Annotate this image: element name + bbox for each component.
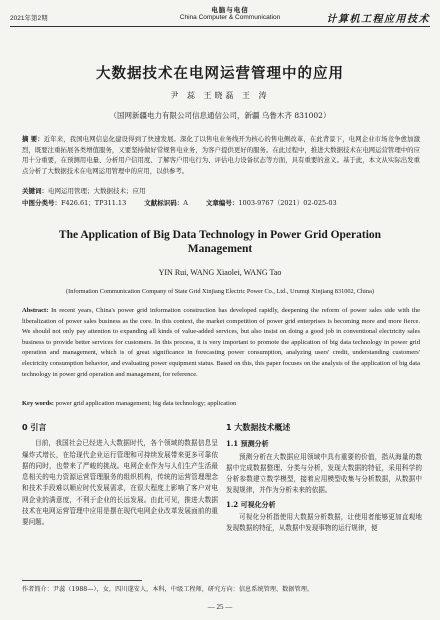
abstract-cn-label: 摘 要： <box>22 135 44 143</box>
doc-code-label: 文献标识码： <box>144 199 184 207</box>
keywords-en <box>22 400 420 407</box>
authors-en: YIN Rui, WANG Xiaolei, WANG Tao <box>158 268 282 277</box>
abstract-en-text: In recent years, China's power grid information construction has developed rapidly, deepening the reform of power sales side with the liberalization of power sales business as the core. In this context, the market competition of power grid enterprises is becoming more and more fierce. We should not only pay attention to expanding all kinds of value-added services, but also insist on doing a good job in conventional electricity sales business to provide better services for customers. In this process, it is very important to promote the application of big data technology in power grid operation and management, which is of great significance in forecasting power consumption, analyzing users' credit, understanding customers' electricity consumption behavior, and evaluating power equipment status. Based on this, this paper focuses on the analysis of the application of big data technology in power grid operation and management, for reference. <box>22 307 420 378</box>
section-heading-overview: 1 大数据技术概述 <box>226 423 291 432</box>
abstract-en-label: Abstract: <box>22 307 49 314</box>
authors-cn: 尹 蕊 王晓磊 王 涛 <box>170 91 270 100</box>
page-number: — 25 — <box>207 603 233 611</box>
article-number-label: 文章编号： <box>205 199 239 207</box>
keywords-cn-text: 电网运用管理；大数据技术；应用 <box>48 187 146 195</box>
subsection-heading-predictive: 1.1 预测分析 <box>226 439 269 449</box>
clc-label: 中图分类号： <box>22 199 61 207</box>
journal-name-en: China Computer & Communication <box>179 14 281 21</box>
footnote-rule <box>22 580 142 581</box>
affiliation-cn: （国网新疆电力有限公司信息通信公司，新疆 乌鲁木齐 831002） <box>109 111 331 120</box>
section-heading-intro: 0 引言 <box>22 423 47 432</box>
title-cn: 大数据技术在电网运营管理中的应用 <box>96 66 344 82</box>
classification-meta <box>22 198 420 207</box>
abstract-cn-text: 近年来，我国电网信息化建设得到了快速发展。深化了以售电业务线开为核心的售电侧改革，在此背景下，电网企业市场竞争愈加激烈，既要注重拓展各类增值服务，又要坚持做好常规售电业务，为客户提供更好的服务。在此过程中，推进大数据技术在电网运营管理中的应用十分重要，在预测用电量、分析用户信用度、了解客户用电行为、评估电力设备状态等方面，具有重要的意义。基于此，本文从实际出发重点分析了大数据技术在电网运用管理中的应用，以供参考。 <box>22 135 420 175</box>
intro-paragraph: 目前，我国社会已经进入大数据时代，各个领域的数据信息呈爆炸式增长，在给现代企业运行管理和可持续发展带来更多可靠依据的同时，也带来了严峻的挑战。电网企业作为与人们生产生活最息相关的电力资源运营管理服务的组织机构，传统的运营管理理念和技术手段难以顺应时代发展需求，在很大程度上影响了客户对电网企业的满意度，不利于企业的长远发展。由此可见，推进大数据技术在电网运营管理中应用是摆在现代电网企业改革发展面前的重要问题。 <box>22 439 218 527</box>
journal-name <box>160 5 300 21</box>
keywords-en-label: Key words: <box>22 400 54 407</box>
title-en: The Application of Big Data Technology in Power Grid Operation Management <box>58 229 382 255</box>
predictive-paragraph: 预测分析在大数据应用领域中具有重要的价值，指从海量的数据中完成数据整理、分类与分析，发现大数据的特征，采用科学的分析参数建立数学模型，接着应用模型收集与分析数据，从数据中发现规律，并作为分析未来的依据。 <box>226 452 422 495</box>
body-column-right <box>226 422 422 535</box>
body-column-left <box>22 422 218 529</box>
keywords-en-text: power grid application management; big data technology; application <box>55 400 237 407</box>
keywords-cn-label: 关键词： <box>22 187 48 195</box>
affiliation-en: (Information Communication Company of State Grid Xinjiang Electric Power Co., Ltd., Urumqi Xinjiang 831002, China) <box>66 288 374 295</box>
column-name: 计算机工程应用技术 <box>326 14 430 25</box>
abstract-cn <box>22 134 420 176</box>
article-number-value: 1003-9767（2021）02-025-03 <box>238 199 337 207</box>
journal-name-cn: 电脑与电信 <box>211 6 249 14</box>
author-footnote: 作者简介：尹蕊（1988—），女，四川遂安人，本科，中级工程师，研究方向：信息系统管理、数据管理。 <box>22 586 314 593</box>
visual-paragraph: 可视化分析指使用大数据分析数据，让使用者能够更加直观地发现数据的特征，从数据中发现事物的运行规律，便 <box>226 513 422 533</box>
clc-value: F426.61；TP311.13 <box>61 199 127 207</box>
abstract-en <box>22 306 420 380</box>
doc-code-value: A <box>183 199 188 207</box>
issue-number: 2021年第2期 <box>10 15 48 22</box>
running-header <box>10 4 430 27</box>
keywords-cn <box>22 186 420 195</box>
subsection-heading-visual: 1.2 可视化分析 <box>226 499 276 509</box>
